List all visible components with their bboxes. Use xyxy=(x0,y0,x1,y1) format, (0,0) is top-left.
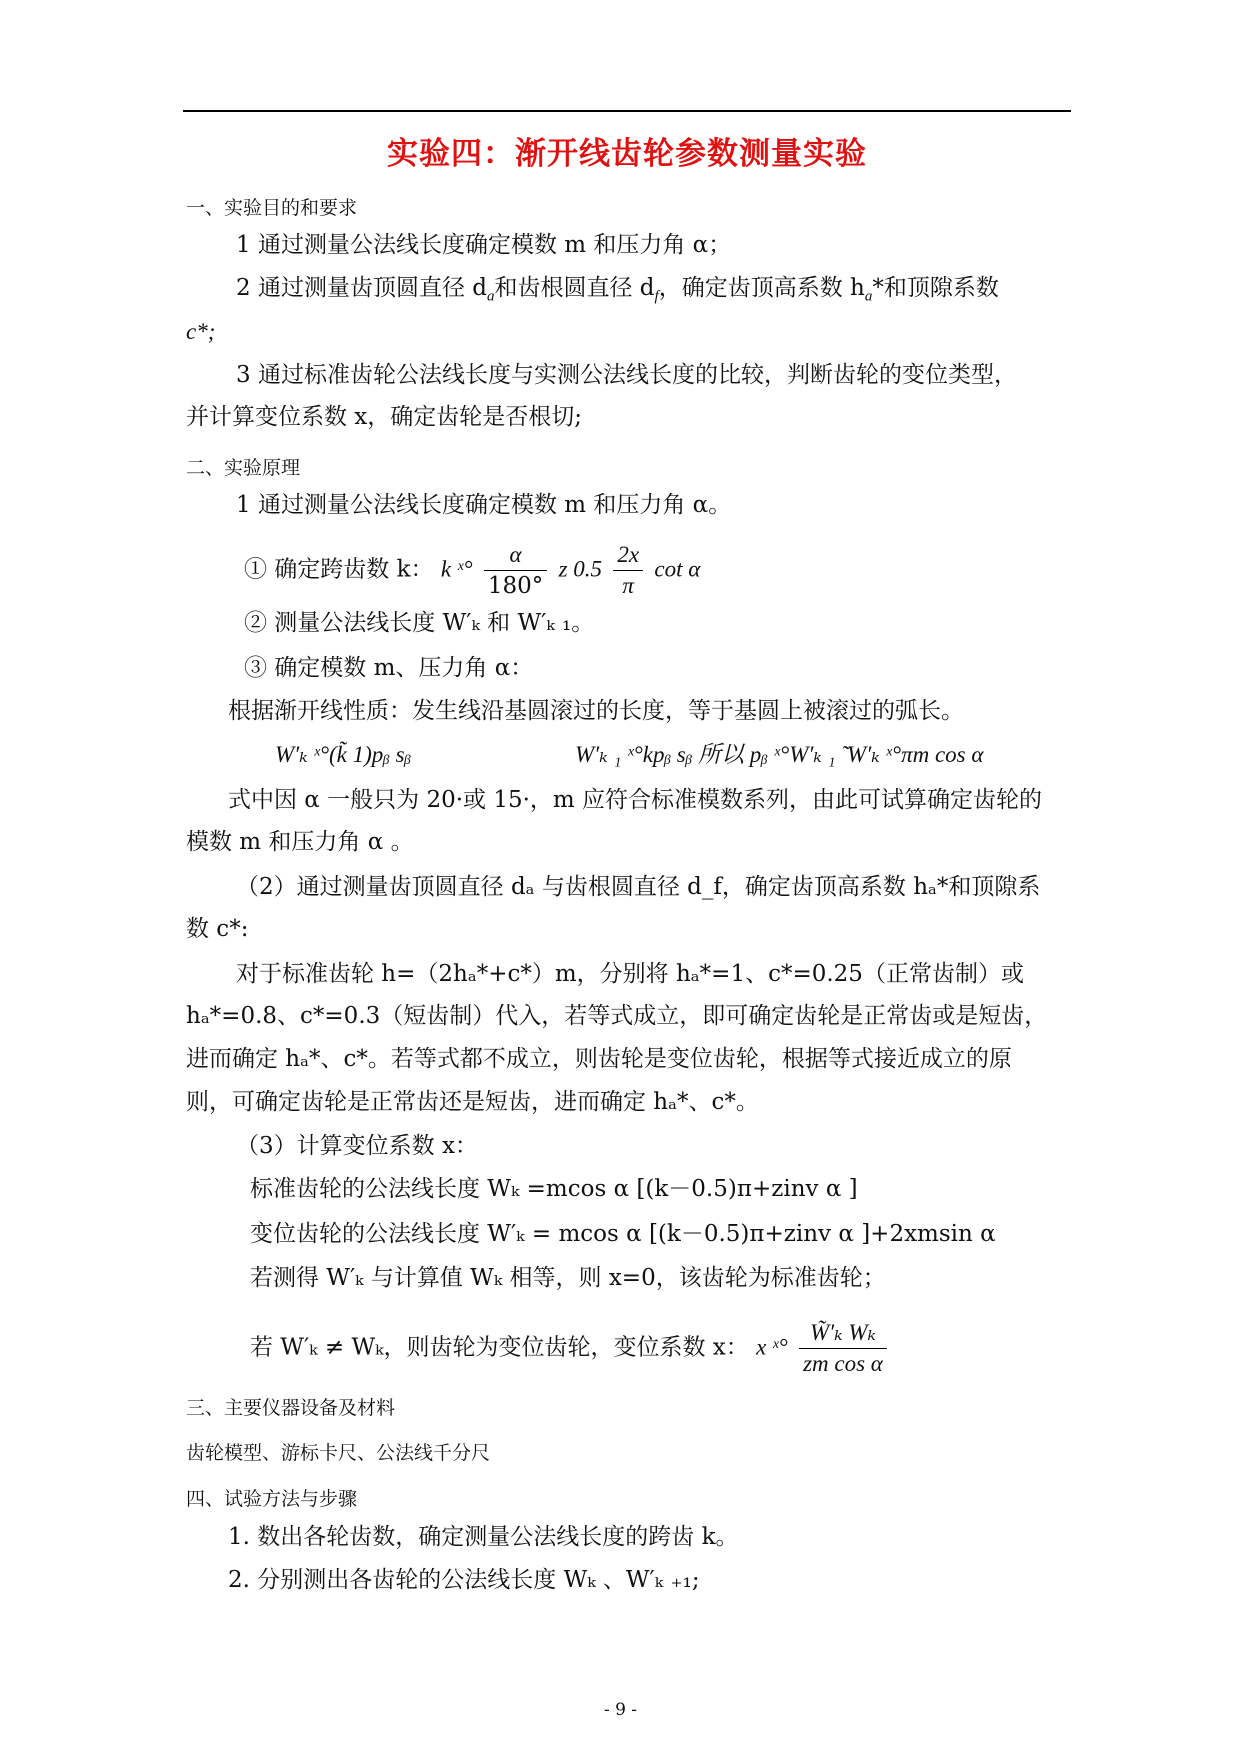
paragraph: c*; xyxy=(186,319,216,344)
fraction: $\frac{2x}{\pi}$ xyxy=(613,540,643,601)
paragraph: （3）计算变位系数 x： xyxy=(236,1133,478,1159)
paragraph: 根据渐开线性质：发生线沿基圆滚过的长度，等于基圆上被滚过的弧长。 xyxy=(228,698,964,724)
formula-line: 变位齿轮的公法线长度 W′ₖ = mcos α [(k－0.5)π+zinv α ]+2xmsin α xyxy=(250,1221,996,1247)
formula-line: 若 W′ₖ ≠ Wₖ，则齿轮为变位齿轮，变位系数 x： x ˣ° $\frac{\text{W̃′ₖ Wₖ}}{\text{zm cos α}}$ xyxy=(250,1318,891,1379)
paragraph: 对于标准齿轮 h=（2hₐ*+c*）m，分别将 hₐ*=1、c*=0.25（正常齿制）或 xyxy=(236,961,1024,987)
paragraph: 2. 分别测出各齿轮的公法线长度 Wₖ 、W′ₖ ₊₁; xyxy=(228,1567,700,1593)
paragraph: hₐ*=0.8、c*=0.3（短齿制）代入，若等式成立，即可确定齿轮是正常齿或是短齿， xyxy=(186,1003,1048,1029)
paragraph: 并计算变位系数 x，确定齿轮是否根切; xyxy=(186,404,583,430)
section-heading-3: 三、主要仪器设备及材料 xyxy=(186,1397,396,1419)
paragraph: 数 c*: xyxy=(186,916,249,942)
paragraph: 1 通过测量公法线长度确定模数 m 和压力角 α； xyxy=(236,232,732,258)
header-rule xyxy=(183,110,1071,112)
formula-step-2: ② 测量公法线长度 W′ₖ 和 W′ₖ ₁。 xyxy=(244,610,595,636)
fraction: $\frac{\text{W̃′ₖ Wₖ}}{\text{zm cos α}}$ xyxy=(799,1318,887,1379)
paragraph: 若测得 W′ₖ 与计算值 Wₖ 相等，则 x=0，该齿轮为标准齿轮； xyxy=(250,1265,886,1291)
formula-line: 标准齿轮的公法线长度 Wₖ =mcos α [(k－0.5)π+zinv α ] xyxy=(250,1176,858,1202)
paragraph: 式中因 α 一般只为 20·或 15·，m 应符合标准模数系列，由此可试算确定齿轮的 xyxy=(228,787,1043,813)
paragraph: 齿轮模型、游标卡尺、公法线千分尺 xyxy=(186,1442,491,1464)
section-heading-1: 一、实验目的和要求 xyxy=(186,197,358,219)
formula-step-3: ③ 确定模数 m、压力角 α： xyxy=(244,655,534,681)
paragraph: 1. 数出各轮齿数，确定测量公法线长度的跨齿 k。 xyxy=(228,1524,739,1550)
formula-step-1: ① 确定跨齿数 k： k ˣ° $\frac{\alpha}{180^\circ}$ z 0.5 $\frac{2x}{\pi}$ cot α xyxy=(244,542,701,599)
fraction: $\frac{\alpha}{180^\circ}$ xyxy=(484,540,547,601)
section-heading-4: 四、试验方法与步骤 xyxy=(186,1488,358,1510)
page-title: 实验四：渐开线齿轮参数测量实验 xyxy=(387,136,867,172)
page-number: - 9 - xyxy=(603,1700,638,1720)
formula-line: W′ₖ ₁ ˣ°kpᵦ sᵦ 所以 pᵦ ˣ°W′ₖ ₁ ̃ W′ₖ ˣ°πm cos α xyxy=(575,742,984,767)
paragraph: （2）通过测量齿顶圆直径 dₐ 与齿根圆直径 d_f，确定齿顶高系数 hₐ*和顶隙系 xyxy=(236,874,1041,900)
paragraph: 模数 m 和压力角 α 。 xyxy=(186,829,414,855)
paragraph: 1 通过测量公法线长度确定模数 m 和压力角 α。 xyxy=(236,492,732,518)
paragraph: 则，可确定齿轮是正常齿还是短齿，进而确定 hₐ*、c*。 xyxy=(186,1089,759,1115)
paragraph: 2 通过测量齿顶圆直径 $d_a$和齿根圆直径 $d_f$，确定齿顶高系数 $h_a*$和顶隙系数 xyxy=(236,275,999,305)
section-heading-2: 二、实验原理 xyxy=(186,457,301,479)
paragraph: 3 通过标准齿轮公法线长度与实测公法线长度的比较，判断齿轮的变位类型， xyxy=(236,362,1017,388)
paragraph: 进而确定 hₐ*、c*。若等式都不成立，则齿轮是变位齿轮，根据等式接近成立的原 xyxy=(186,1046,1012,1072)
formula-line: W′ₖ ˣ°(k̃ 1)pᵦ sᵦ xyxy=(275,742,412,767)
